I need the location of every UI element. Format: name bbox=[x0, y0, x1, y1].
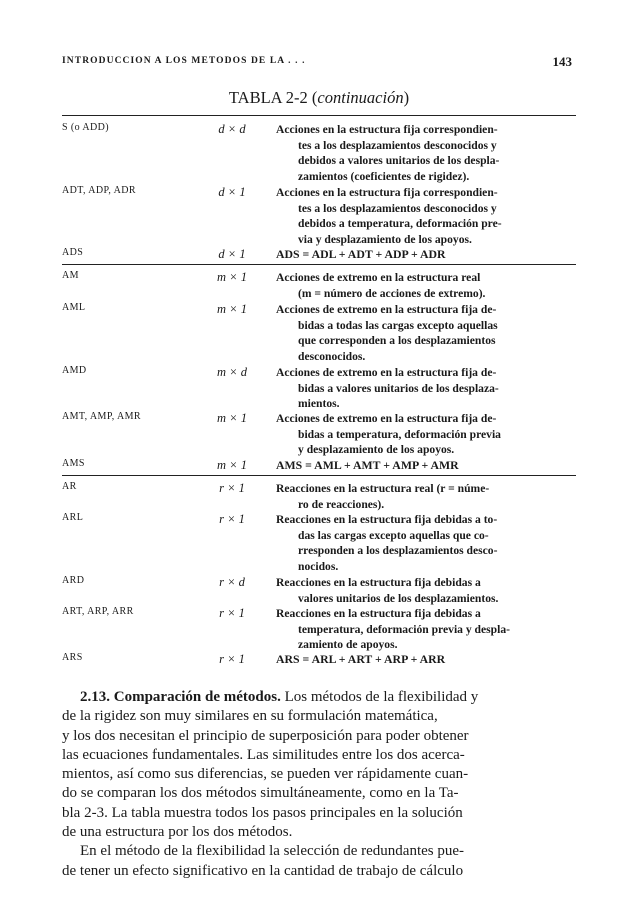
body-text bbox=[62, 688, 576, 881]
definition-line: tes a los desplazamientos desconocidos y bbox=[298, 201, 497, 215]
row-definition bbox=[276, 411, 576, 458]
row-dimension: r × 1 bbox=[219, 481, 245, 495]
row-definition bbox=[276, 247, 576, 263]
definition-line: Acciones en la estructura fija correspondien- bbox=[276, 186, 498, 199]
row-dimension: r × 1 bbox=[219, 652, 245, 666]
definition-equation: ADS = ADL + ADT + ADP + ADR bbox=[276, 247, 446, 261]
row-symbol: ARL bbox=[62, 512, 84, 523]
row-definition bbox=[276, 270, 576, 301]
row-symbol: AR bbox=[62, 481, 77, 492]
section-heading: 2.13. Comparación de métodos. bbox=[80, 689, 281, 705]
row-dimension: d × 1 bbox=[218, 247, 246, 261]
paragraph-line: de la rigidez son muy similares en su formulación matemática, bbox=[62, 708, 438, 725]
row-definition bbox=[276, 652, 576, 668]
row-definition bbox=[276, 185, 576, 247]
definition-line: rresponden a los desplazamientos desco- bbox=[298, 544, 498, 558]
definition-line: Acciones de extremo en la estructura fija de- bbox=[276, 366, 497, 379]
table-group-rule bbox=[62, 264, 576, 265]
row-symbol: AMS bbox=[62, 458, 85, 469]
paragraph-line: de una estructura por los dos métodos. bbox=[62, 824, 293, 841]
paragraph-line: do se comparan los dos métodos simultáneamente, como en la Ta- bbox=[62, 785, 459, 802]
definition-line: Reacciones en la estructura fija debidas a to- bbox=[276, 513, 498, 526]
row-symbol: ARD bbox=[62, 575, 85, 586]
definition-line: Reacciones en la estructura fija debidas a bbox=[276, 576, 481, 589]
definition-line: debidos a temperatura, deformación pre- bbox=[298, 217, 502, 231]
definition-line: (m = número de acciones de extremo). bbox=[298, 286, 486, 300]
definition-line: zamiento de apoyos. bbox=[298, 638, 398, 652]
row-definition bbox=[276, 481, 576, 512]
row-dimension: d × 1 bbox=[218, 185, 246, 199]
row-definition bbox=[276, 606, 576, 653]
row-dimension: m × 1 bbox=[217, 270, 247, 284]
row-symbol: ART, ARP, ARR bbox=[62, 606, 134, 617]
paragraph-text: Los métodos de la flexibilidad y bbox=[284, 689, 479, 705]
definition-line: ro de reacciones). bbox=[298, 497, 385, 511]
row-symbol: ARS bbox=[62, 652, 83, 663]
row-symbol: AM bbox=[62, 270, 79, 281]
page-number: 143 bbox=[552, 54, 572, 69]
row-symbol: ADS bbox=[62, 247, 84, 258]
definition-line: temperatura, deformación previa y despla- bbox=[298, 622, 510, 636]
definition-line: bidas a valores unitarios de los desplaza- bbox=[298, 381, 499, 395]
paragraph-line: y los dos necesitan el principio de superposición para poder obtener bbox=[62, 727, 469, 744]
running-head-title: INTRODUCCION A LOS METODOS DE LA . . . bbox=[62, 56, 306, 66]
definition-line: tes a los desplazamientos desconocidos y bbox=[298, 138, 497, 152]
definition-line: Reacciones en la estructura real (r = núme- bbox=[276, 482, 490, 495]
paragraph-line bbox=[62, 688, 576, 707]
row-dimension: r × d bbox=[219, 575, 245, 589]
table-title-close: ) bbox=[403, 88, 410, 107]
row-dimension: d × d bbox=[218, 122, 246, 136]
row-definition bbox=[276, 575, 576, 606]
row-dimension: m × 1 bbox=[217, 302, 247, 316]
definition-line: Acciones de extremo en la estructura fija de- bbox=[276, 412, 497, 425]
definition-equation: ARS = ARL + ART + ARP + ARR bbox=[276, 652, 446, 666]
definition-line: zamientos (coeficientes de rigidez). bbox=[298, 169, 470, 183]
definition-line: nocidos. bbox=[298, 559, 339, 573]
row-symbol: AML bbox=[62, 302, 86, 313]
row-symbol: AMD bbox=[62, 365, 87, 376]
definition-line: y desplazamiento de los apoyos. bbox=[298, 443, 455, 457]
definition-equation: AMS = AML + AMT + AMP + AMR bbox=[276, 458, 459, 472]
paragraph-line: bla 2-3. La tabla muestra todos los pasos principales en la solución bbox=[62, 804, 463, 821]
definition-line: debidos a valores unitarios de los despla- bbox=[298, 154, 500, 168]
row-dimension: m × 1 bbox=[217, 411, 247, 425]
paragraph-line: de tener un efecto significativo en la cantidad de trabajo de cálculo bbox=[62, 862, 464, 879]
definition-line: Acciones de extremo en la estructura fija de- bbox=[276, 303, 497, 316]
row-definition bbox=[276, 458, 576, 474]
definition-line: Acciones de extremo en la estructura real bbox=[276, 271, 481, 284]
definition-line: valores unitarios de los desplazamientos. bbox=[298, 591, 499, 605]
paragraph-line: las ecuaciones fundamentales. Las similitudes entre los dos acerca- bbox=[62, 746, 465, 763]
running-head bbox=[62, 56, 572, 72]
definition-line: que corresponden a los desplazamientos bbox=[298, 334, 496, 348]
definition-line: via y desplazamiento de los apoyos. bbox=[298, 232, 472, 246]
table-top-rule bbox=[62, 115, 576, 116]
table-title bbox=[0, 88, 638, 108]
paragraph-line: En el método de la flexibilidad la selección de redundantes pue- bbox=[80, 843, 465, 860]
row-symbol: AMT, AMP, AMR bbox=[62, 411, 141, 422]
row-definition bbox=[276, 122, 576, 184]
row-definition bbox=[276, 365, 576, 412]
definition-line: Acciones en la estructura fija correspondien- bbox=[276, 123, 498, 136]
row-dimension: r × 1 bbox=[219, 512, 245, 526]
definition-line: bidas a temperatura, deformación previa bbox=[298, 427, 501, 441]
row-symbol: S (o ADD) bbox=[62, 122, 109, 133]
definition-line: das las cargas excepto aquellas que co- bbox=[298, 528, 489, 542]
table-title-main: TABLA 2-2 ( bbox=[228, 88, 318, 107]
definition-line: mientos. bbox=[298, 397, 340, 411]
paragraph-line: mientos, así como sus diferencias, se pueden ver rápidamente cuan- bbox=[62, 766, 469, 783]
row-dimension: r × 1 bbox=[219, 606, 245, 620]
definition-line: desconocidos. bbox=[298, 349, 366, 363]
row-definition bbox=[276, 302, 576, 364]
table-group-rule bbox=[62, 475, 576, 476]
definition-line: bidas a todas las cargas excepto aquellas bbox=[298, 318, 498, 332]
row-dimension: m × d bbox=[217, 365, 247, 379]
row-definition bbox=[276, 512, 576, 574]
row-dimension: m × 1 bbox=[217, 458, 247, 472]
row-symbol: ADT, ADP, ADR bbox=[62, 185, 136, 196]
definition-line: Reacciones en la estructura fija debidas a bbox=[276, 607, 481, 620]
table-title-continuation: continuación bbox=[317, 88, 404, 107]
